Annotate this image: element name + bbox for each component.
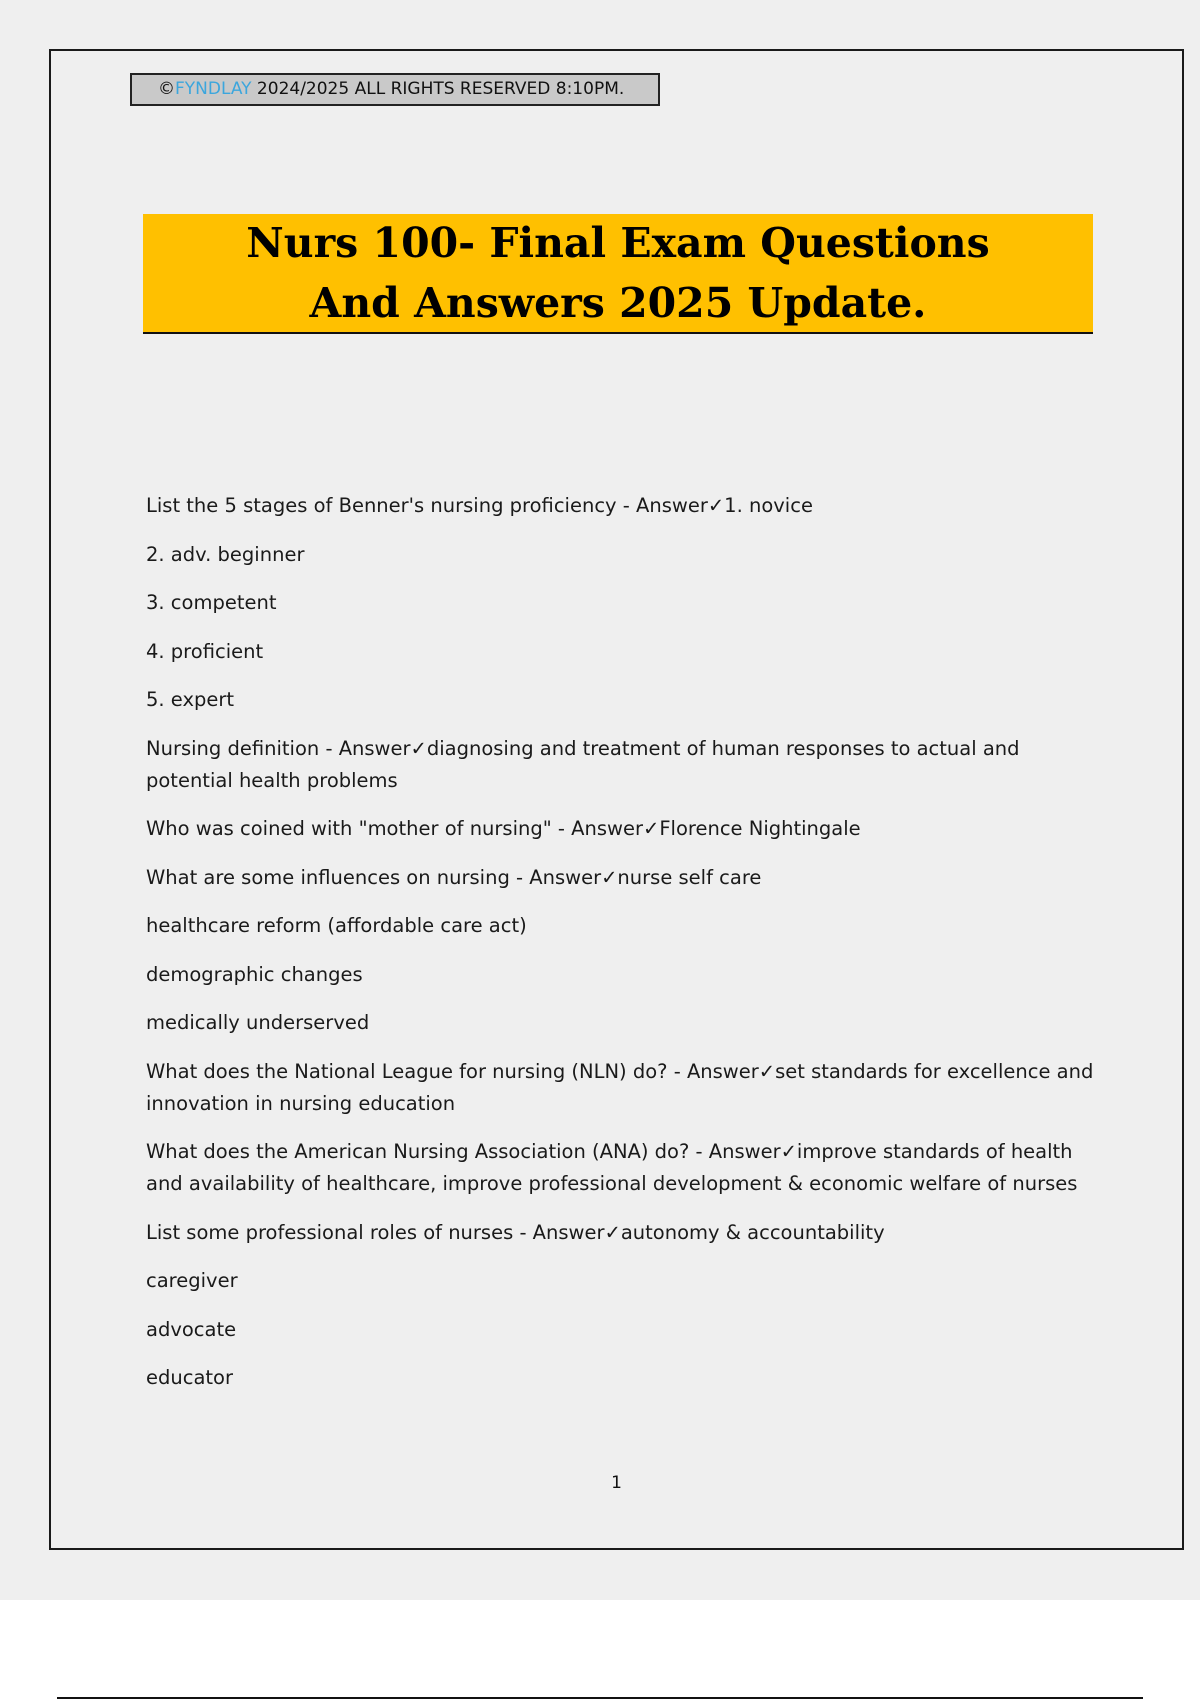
- document-body: [146, 490, 1096, 1411]
- document-title: Nurs 100- Final Exam Questions And Answers 2025 Update.: [246, 219, 990, 327]
- qa-paragraph: List the 5 stages of Benner's nursing proficiency - Answer✓1. novice: [146, 494, 813, 517]
- copyright-symbol: ©: [158, 79, 175, 99]
- page-number: 1: [611, 1473, 622, 1493]
- list-item: 5. expert: [146, 688, 235, 711]
- list-item: 3. competent: [146, 591, 277, 614]
- qa-paragraph: What are some influences on nursing - Answer✓nurse self care: [146, 865, 762, 889]
- qa-paragraph: List some professional roles of nurses - Answer✓autonomy & accountability: [146, 1220, 885, 1244]
- brand-name: FYNDLAY: [175, 79, 252, 99]
- qa-paragraph: Who was coined with "mother of nursing" - Answer✓Florence Nightingale: [146, 817, 861, 840]
- qa-paragraph: Nursing definition - Answer✓diagnosing and treatment of human responses to actual and potential health problems: [146, 736, 1020, 792]
- qa-paragraph: What does the National League for nursing (NLN) do? - Answer✓set standards for excellence and innovation in nursing education: [146, 1059, 1094, 1115]
- copyright-text: 2024/2025 ALL RIGHTS RESERVED 8:10PM.: [251, 79, 625, 99]
- list-item: 2. adv. beginner: [146, 542, 305, 566]
- list-item: 4. proficient: [146, 639, 264, 663]
- next-page-rule: [57, 1697, 1143, 1699]
- list-item: caregiver: [146, 1269, 238, 1292]
- list-item: advocate: [146, 1317, 237, 1341]
- list-item: educator: [146, 1366, 233, 1389]
- qa-paragraph: What does the American Nursing Association (ANA) do? - Answer✓improve standards of health and availability of healthcare, improve professional development & economic welfare of nurses: [146, 1140, 1078, 1195]
- copyright-box: [130, 73, 660, 106]
- list-item: medically underserved: [146, 1011, 370, 1034]
- list-item: healthcare reform (affordable care act): [146, 914, 527, 937]
- title-banner: [143, 214, 1093, 334]
- list-item: demographic changes: [146, 962, 363, 986]
